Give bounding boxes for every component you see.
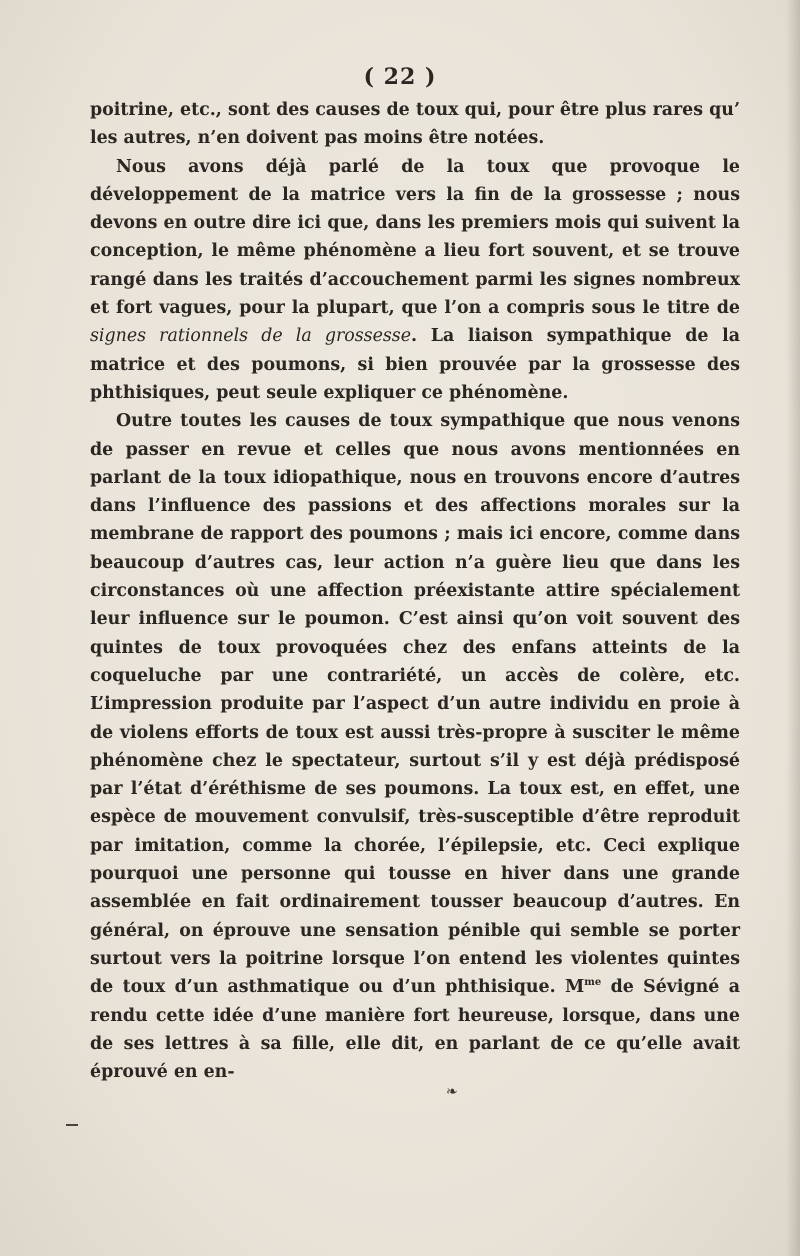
paragraph-1-text: poitrine, etc., sont des causes de toux qui, pour être plus rares qu’ les autres, n’en doivent pas moins être notées.	[90, 100, 740, 149]
margin-mark	[66, 1124, 78, 1126]
paragraph-2-text-end: . La liaison sympathique de la matrice et des poumons, si bien prouvée par la grossesse des phthisiques, peut seule expliquer ce phénomène.	[90, 326, 740, 403]
page-number: ( 22 )	[363, 64, 437, 90]
paragraph-3	[90, 407, 740, 1086]
page-edge-shadow	[786, 0, 800, 1256]
paragraph-3-superscript: me	[584, 977, 602, 989]
paragraph-3-text-start: Outre toutes les causes de toux sympathique que nous venons de passer en revue et celles que nous avons mentionnées en parlant de la toux idiopathique, nous en trouvons encore d’autres dans l’influence des passions et des affections morales sur la membrane de rapport des poumons ; mais ici encore, comme dans beaucoup d’autres cas, leur action n’a guère lieu que dans les circonstances où une affection préexistante attire spécialement leur influence sur le poumon. C’est ainsi qu’on voit souvent des quintes de toux provoquées chez des enfans atteints de la coqueluche par une contrariété, un accès de colère, etc. L’impression produite par l’aspect d’un autre individu en proie à de violens efforts de toux est aussi très-propre à susciter le même phénomène chez le spectateur, surtout s’il y est déjà prédisposé par l’état d’éréthisme de ses poumons. La toux est, en effet, une espèce de mouvement convulsif, très-susceptible d’être reproduit par imitation, comme la chorée, l’épilepsie, etc. Ceci explique pourquoi une personne qui tousse en hiver dans une grande assemblée en fait ordinairement tousser beaucoup d’autres. En général, on éprouve une sensation pénible qui semble se porter surtout vers la poitrine lorsque l’on entend les violentes quintes de toux d’un asthmatique ou d’un phthisique. M	[90, 411, 740, 998]
paragraph-1	[90, 96, 740, 153]
paragraph-2-text-start: Nous avons déjà parlé de la toux que provoque le développement de la matrice vers la fin de la grossesse ; nous devons en outre dire ici que, dans les premiers mois qui suivent la conception, le même phénomène a lieu fort souvent, et se trouve rangé dans les traités d’accouchement parmi les signes nombreux et fort vagues, pour la plupart, que l’on a compris sous le titre de	[90, 156, 740, 319]
body-text	[90, 96, 740, 1086]
paragraph-3-text-end: de Sévigné a rendu cette idée d’une manière fort heureuse, lorsque, dans une de ses lettres à sa fille, elle dit, en parlant de ce qu’elle avait éprouvé en en-	[90, 977, 740, 1083]
paragraph-2-italic-title: signes rationnels de la grossesse	[90, 326, 412, 347]
printer-ornament-icon: ❧	[446, 1084, 458, 1100]
paragraph-2	[90, 153, 740, 408]
